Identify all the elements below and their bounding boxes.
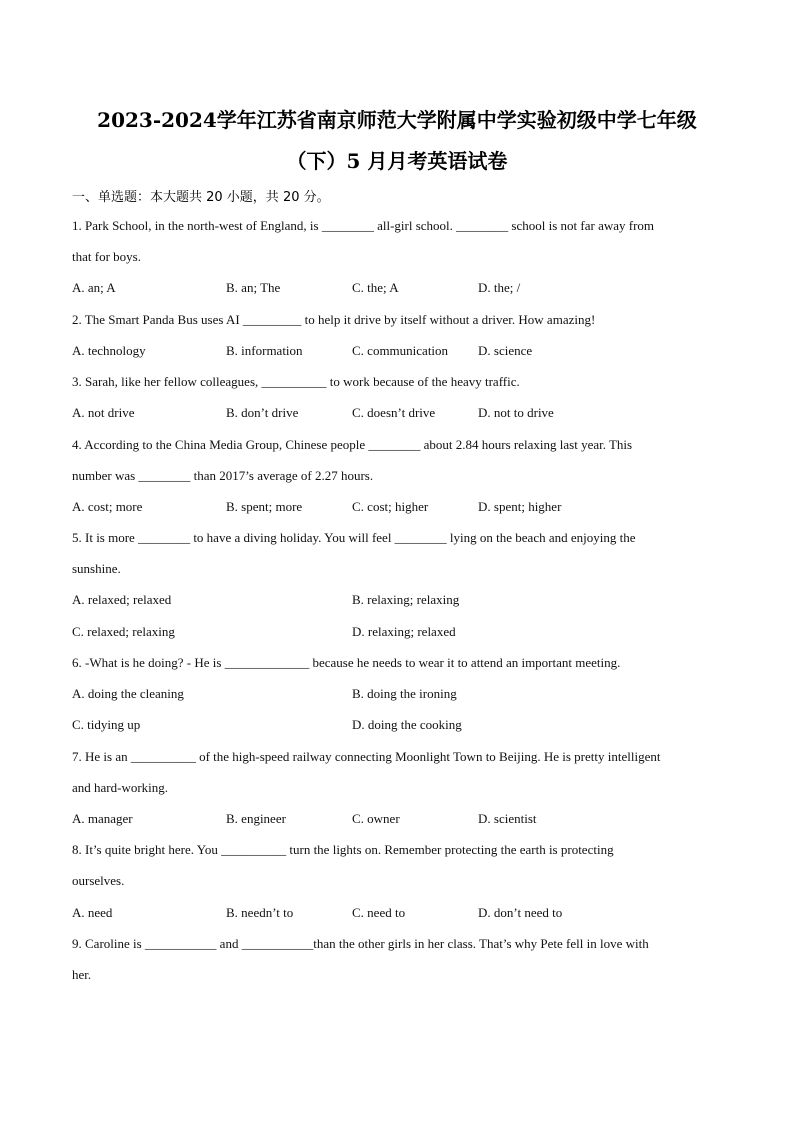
question-3-option-a: A. not drive <box>72 405 135 420</box>
question-8-text-line-2: ourselves. <box>72 873 125 888</box>
question-8-option-d: D. don’t need to <box>478 905 563 920</box>
question-5-text-line-2: sunshine. <box>72 561 121 576</box>
question-6-text-line-1: 6. -What is he doing? - He is _____________ because he needs to wear it to attend an important meeting. <box>72 655 621 670</box>
question-3-option-d: D. not to drive <box>478 405 554 420</box>
question-3-option-c: C. doesn’t drive <box>352 405 436 420</box>
question-5-option-c: C. relaxed; relaxing <box>72 624 175 639</box>
question-9-text-line-2: her. <box>72 967 92 982</box>
question-8-option-c: C. need to <box>352 905 406 920</box>
question-3-option-b: B. don’t drive <box>226 405 299 420</box>
question-4-option-a: A. cost; more <box>72 499 143 514</box>
question-7-option-c: C. owner <box>352 811 400 826</box>
question-3-text-line-1: 3. Sarah, like her fellow colleagues, __________ to work because of the heavy traffic. <box>72 374 520 389</box>
question-4-option-c: C. cost; higher <box>352 499 429 514</box>
question-6-option-a: A. doing the cleaning <box>72 686 184 701</box>
question-7-text-line-2: and hard-working. <box>72 780 169 795</box>
question-1-option-b: B. an; The <box>226 280 281 295</box>
question-2-option-c: C. communication <box>352 343 449 358</box>
question-9-text-line-1: 9. Caroline is ___________ and ___________than the other girls in her class. That’s why Pete fell in love with <box>72 936 649 951</box>
exam-title-line-2: （下）5 月月考英语试卷 <box>286 149 508 173</box>
question-4-option-d: D. spent; higher <box>478 499 562 514</box>
question-5-text-line-1: 5. It is more ________ to have a diving holiday. You will feel ________ lying on the beach and enjoying the <box>72 530 636 545</box>
question-5-option-a: A. relaxed; relaxed <box>72 592 172 607</box>
section-heading: 一、单选题：本大题共 20 小题，共 20 分。 <box>72 190 330 205</box>
question-1-text-line-1: 1. Park School, in the north-west of England, is ________ all-girl school. ________ school is not far away from <box>72 218 655 233</box>
question-4-text-line-2: number was ________ than 2017’s average of 2.27 hours. <box>72 468 374 483</box>
question-7-option-d: D. scientist <box>478 811 537 826</box>
question-2-text-line-1: 2. The Smart Panda Bus uses AI _________ to help it drive by itself without a driver. How amazing! <box>72 312 596 327</box>
question-1-text-line-2: that for boys. <box>72 249 141 264</box>
question-6-option-d: D. doing the cooking <box>352 717 462 732</box>
question-6-option-b: B. doing the ironing <box>352 686 457 701</box>
question-1-option-a: A. an; A <box>72 280 116 295</box>
question-4-option-b: B. spent; more <box>226 499 303 514</box>
question-2-option-d: D. science <box>478 343 533 358</box>
question-1-option-d: D. the; / <box>478 280 521 295</box>
question-7-text-line-1: 7. He is an __________ of the high-speed railway connecting Moonlight Town to Beijing. He is pretty intelligent <box>72 749 661 764</box>
question-5-option-d: D. relaxing; relaxed <box>352 624 456 639</box>
exam-title-line-1: 2023-2024学年江苏省南京师范大学附属中学实验初级中学七年级 <box>97 108 697 132</box>
question-2-option-a: A. technology <box>72 343 146 358</box>
question-4-text-line-1: 4. According to the China Media Group, Chinese people ________ about 2.84 hours relaxing last year. This <box>72 437 633 452</box>
question-6-option-c: C. tidying up <box>72 717 141 732</box>
question-8-option-a: A. need <box>72 905 113 920</box>
question-2-option-b: B. information <box>226 343 303 358</box>
question-8-text-line-1: 8. It’s quite bright here. You __________ turn the lights on. Remember protecting the earth is protecting <box>72 842 614 857</box>
question-5-option-b: B. relaxing; relaxing <box>352 592 460 607</box>
question-1-option-c: C. the; A <box>352 280 399 295</box>
question-8-option-b: B. needn’t to <box>226 905 294 920</box>
question-7-option-b: B. engineer <box>226 811 286 826</box>
question-7-option-a: A. manager <box>72 811 133 826</box>
